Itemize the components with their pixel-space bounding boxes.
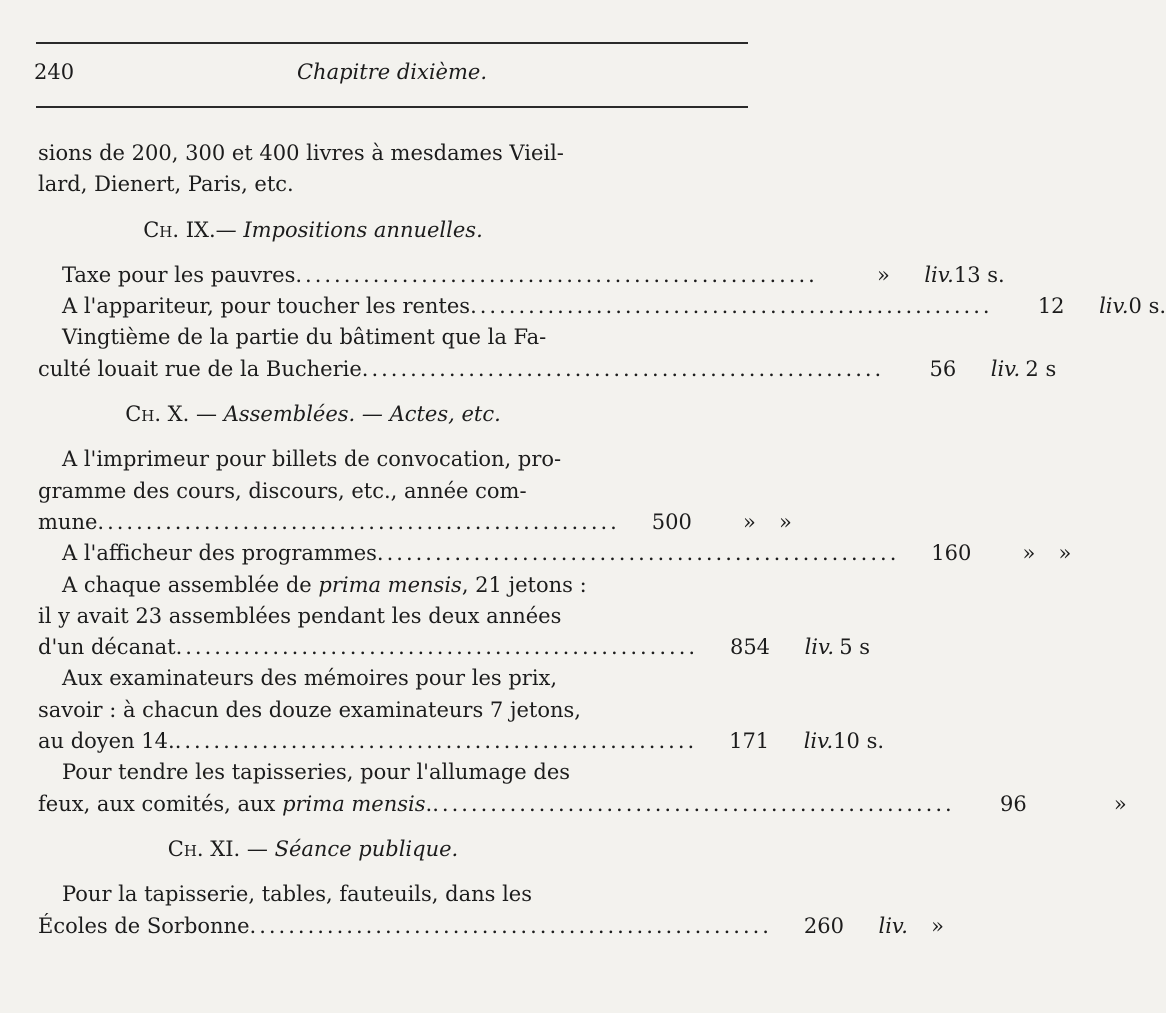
entry-row: feux, aux comités, aux prima mensis. ...................................................... 96 » <box>38 791 1127 816</box>
entry-row: Taxe pour les pauvres ...................................................... » liv. 13 s. <box>62 262 1005 287</box>
header-rule <box>36 106 748 108</box>
page-body <box>38 138 1166 942</box>
entry-row: au doyen 14. ...................................................... 171 liv. 10 s. <box>38 729 885 754</box>
text-line: lard, Dienert, Paris, etc. <box>38 172 294 197</box>
text-line: sions de 200, 300 et 400 livres à mesdames Vieil- <box>38 141 564 165</box>
section-heading: Ch. X. — Assemblées. — Actes, etc. <box>125 402 501 427</box>
entry-row: A l'afficheur des programmes ...................................................... 160 » » <box>62 541 1072 566</box>
entry-row: culté louait rue de la Bucherie ...................................................... 56 liv. 2 s <box>38 356 1057 381</box>
text-line: savoir : à chacun des douze examinateurs 7 jetons, <box>38 697 581 722</box>
entry-row: mune ...................................................... 500 » » <box>38 509 792 534</box>
text-line: Aux examinateurs des mémoires pour les prix, <box>62 666 558 691</box>
page-number: 240 <box>34 60 75 84</box>
text-line: A chaque assemblée de prima mensis, 21 jetons : <box>62 572 587 597</box>
chapter-title: Chapitre dixième. <box>296 60 487 84</box>
text-line: Pour la tapisserie, tables, fauteuils, dans les <box>62 882 533 907</box>
text-line: il y avait 23 assemblées pendant les deux années <box>38 603 562 628</box>
text-line: Vingtième de la partie du bâtiment que la Fa- <box>62 325 547 350</box>
entry-row: Écoles de Sorbonne ...................................................... 260 liv. » <box>38 913 944 938</box>
section-heading: Ch. XI. — Séance publique. <box>167 836 459 861</box>
text-line: gramme des cours, discours, etc., année com- <box>38 478 527 503</box>
entry-row: d'un décanat ...................................................... 854 liv. 5 s <box>38 635 871 660</box>
page-header <box>34 60 750 90</box>
entry-row: A l'appariteur, pour toucher les rentes ...................................................... 12 liv. 0 s. <box>62 294 1166 319</box>
section-heading: Ch. IX.— Impositions annuelles. <box>143 217 483 242</box>
text-line: Pour tendre les tapisseries, pour l'allumage des <box>62 760 571 785</box>
text-line: A l'imprimeur pour billets de convocation, pro- <box>62 447 562 472</box>
top-rule <box>36 42 748 44</box>
